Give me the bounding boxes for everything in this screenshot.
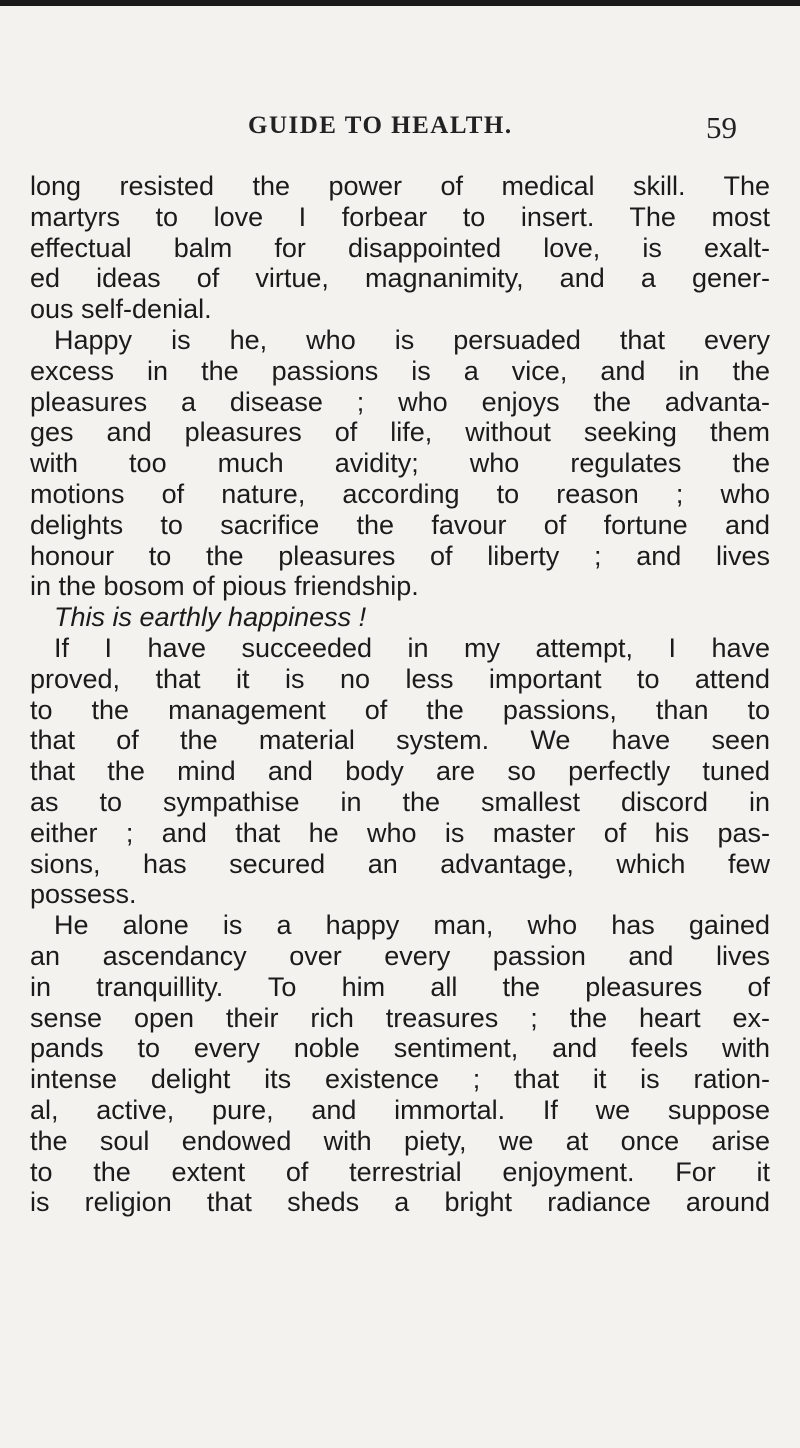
text-line: that of the material system. We have seen [30,725,770,756]
running-head [0,112,800,152]
text-line: to the management of the passions, than to [30,694,770,725]
text-line: in the bosom of pious friendship. [30,571,419,602]
text-line: If I have succeeded in my attempt, I have [54,632,770,663]
text-line: that the mind and body are so perfectly tuned [30,756,770,787]
text-line: pleasures a disease ; who enjoys the advanta- [30,386,770,417]
text-line: ed ideas of virtue, magnanimity, and a gener- [30,263,770,294]
text-line: sense open their rich treasures ; the heart ex- [30,1002,770,1033]
text-line: proved, that it is no less important to attend [30,663,770,694]
text-line: al, active, pure, and immortal. If we suppose [30,1094,770,1125]
text-line: excess in the passions is a vice, and in the [30,355,770,386]
text-line: ous self-denial. [30,294,212,325]
text-line: pands to every noble sentiment, and feels with [30,1033,770,1064]
text-line: an ascendancy over every passion and lives [30,940,770,971]
text-line: This is earthly happiness ! [54,602,367,633]
text-line: in tranquillity. To him all the pleasures of [30,971,770,1002]
text-line: ges and pleasures of life, without seeking them [30,417,770,448]
text-line: effectual balm for disappointed love, is exalt- [30,232,770,263]
text-line: martyrs to love I forbear to insert. The most [30,201,770,232]
running-title: GUIDE TO HEALTH. [248,112,513,139]
text-line: intense delight its existence ; that it is ration- [30,1064,770,1095]
text-line: delights to sacrifice the favour of fortune and [30,509,770,540]
text-line: Happy is he, who is persuaded that every [54,324,770,355]
text-line: with too much avidity; who regulates the [30,448,770,479]
text-line: either ; and that he who is master of his pas- [30,817,770,848]
text-line: motions of nature, according to reason ; who [30,478,770,509]
text-line: He alone is a happy man, who has gained [54,910,770,941]
text-line: possess. [30,879,137,910]
text-line: to the extent of terrestrial enjoyment. For it [30,1156,770,1187]
text-line: long resisted the power of medical skill. The [30,171,770,201]
text-line: sions, has secured an advantage, which few [30,848,770,879]
text-line: as to sympathise in the smallest discord in [30,786,770,817]
body-text [30,171,770,1218]
top-border-rule [0,0,800,6]
text-line: is religion that sheds a bright radiance around [30,1187,770,1218]
text-line: the soul endowed with piety, we at once arise [30,1125,770,1156]
page-number: 59 [706,110,737,145]
text-line: honour to the pleasures of liberty ; and lives [30,540,770,571]
